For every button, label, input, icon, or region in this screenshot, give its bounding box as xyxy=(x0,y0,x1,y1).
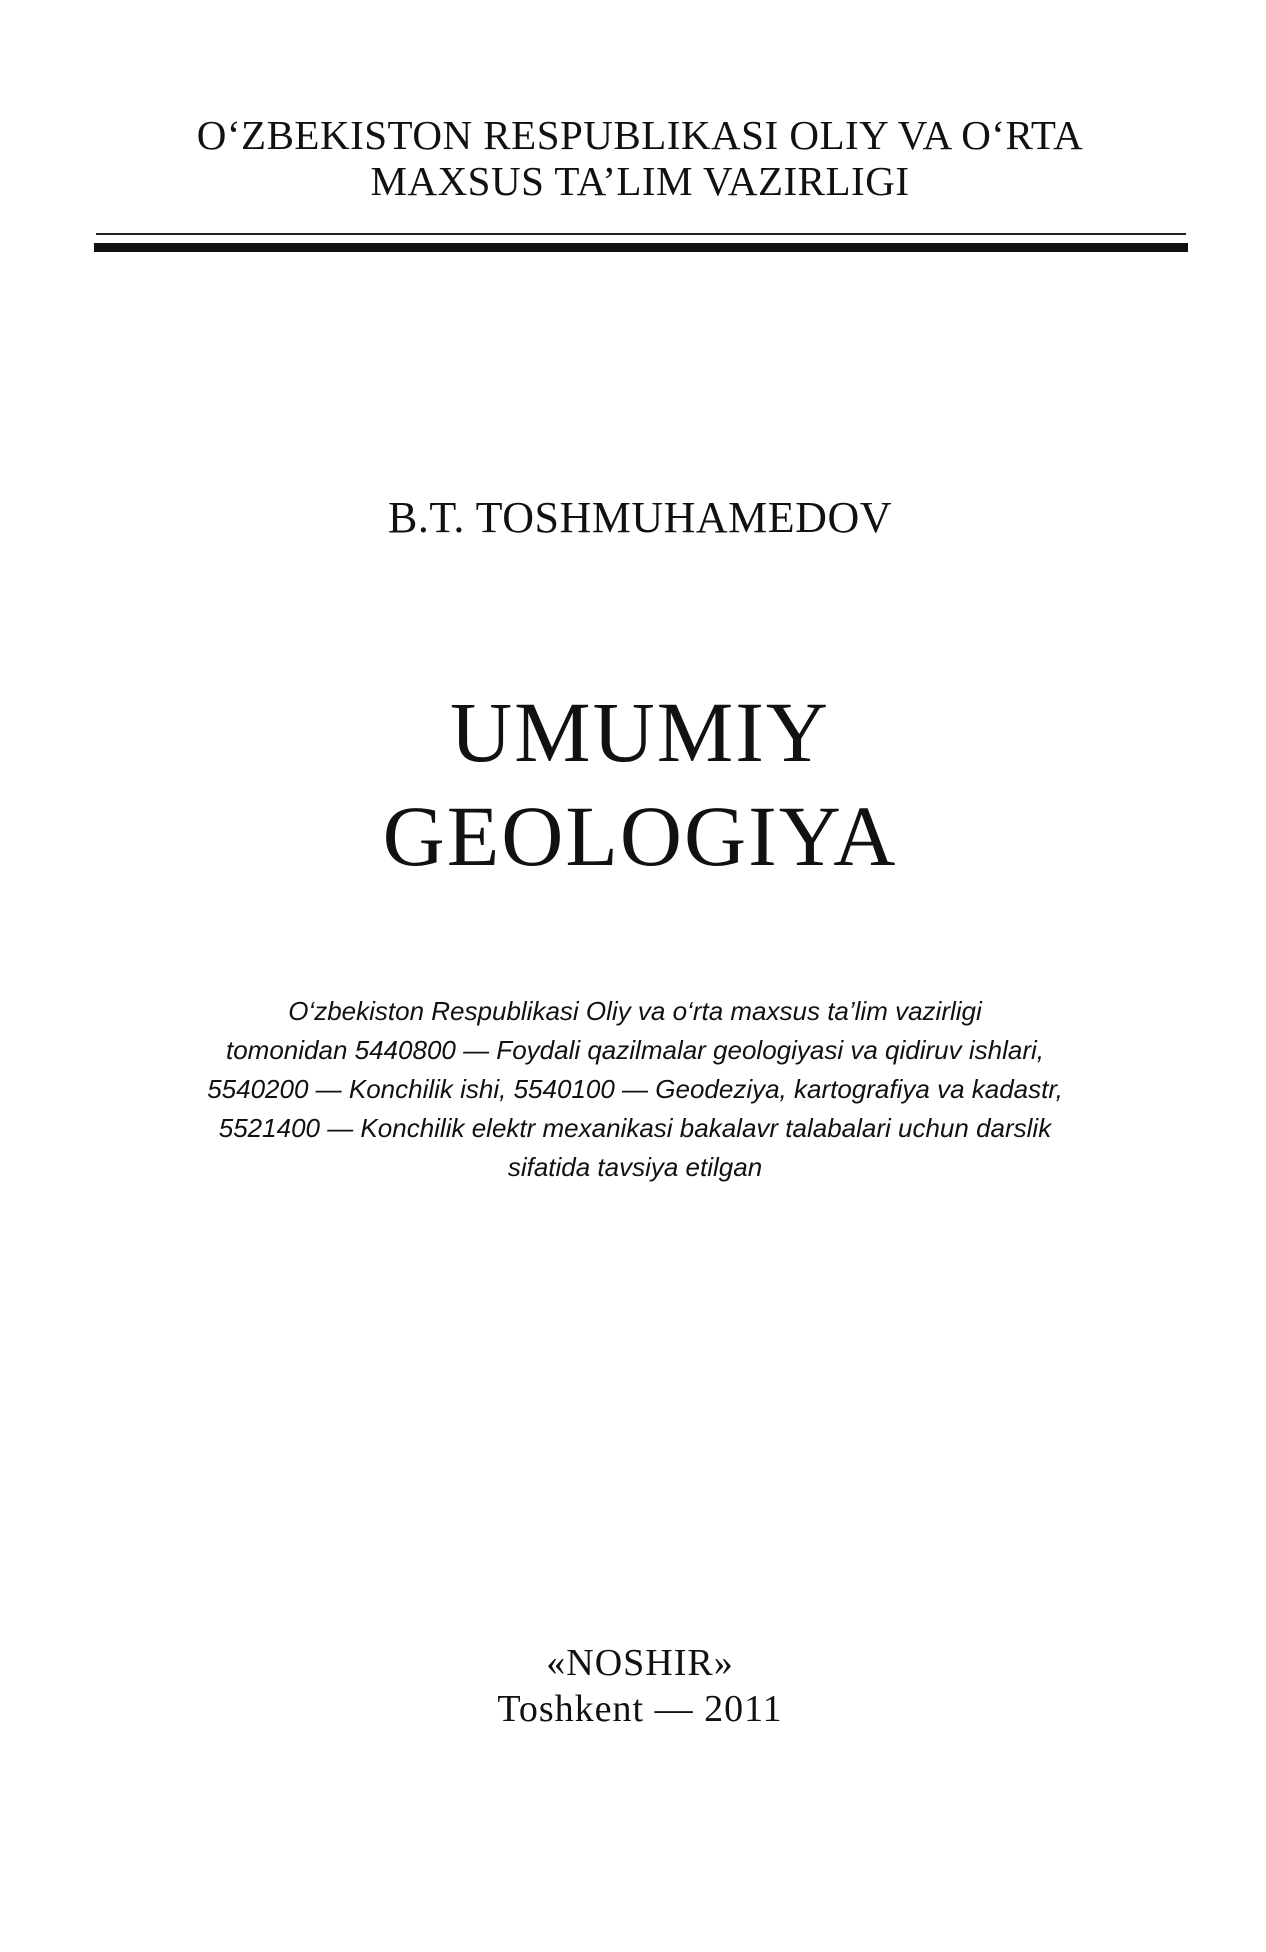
approval-line-5: sifatida tavsiya etilgan xyxy=(507,1152,763,1182)
book-title-line-2: GEOLOGIYA xyxy=(382,788,898,884)
publication-place-year: Toshkent — 2011 xyxy=(497,1688,783,1730)
author-name: B.T. TOSHMUHAMEDOV xyxy=(387,493,893,542)
book-title xyxy=(90,680,1190,888)
approval-line-2: tomonidan 5440800 — Foydali qazilmalar geologiyasi va qidiruv ishlari, xyxy=(226,1035,1044,1065)
publisher-name: «NOSHIR» xyxy=(546,1642,734,1684)
approval-line-1: O‘zbekiston Respublikasi Oliy va o‘rta maxsus ta’lim vazirligi xyxy=(288,996,982,1026)
divider-thin xyxy=(96,233,1186,235)
approval-statement xyxy=(130,992,1140,1187)
ministry-heading xyxy=(90,112,1190,204)
divider-thick xyxy=(94,243,1188,252)
approval-line-3: 5540200 — Konchilik ishi, 5540100 — Geodeziya, kartografiya va kadastr, xyxy=(207,1074,1063,1104)
approval-line-4: 5521400 — Konchilik elektr mexanikasi bakalavr talabalari uchun darslik xyxy=(218,1113,1052,1143)
book-title-line-1: UMUMIY xyxy=(450,684,830,780)
publisher-block xyxy=(90,1640,1190,1732)
ministry-line-1: O‘ZBEKISTON RESPUBLIKASI OLIY VA O‘RTA xyxy=(196,112,1084,158)
ministry-line-2: MAXSUS TA’LIM VAZIRLIGI xyxy=(370,158,910,204)
